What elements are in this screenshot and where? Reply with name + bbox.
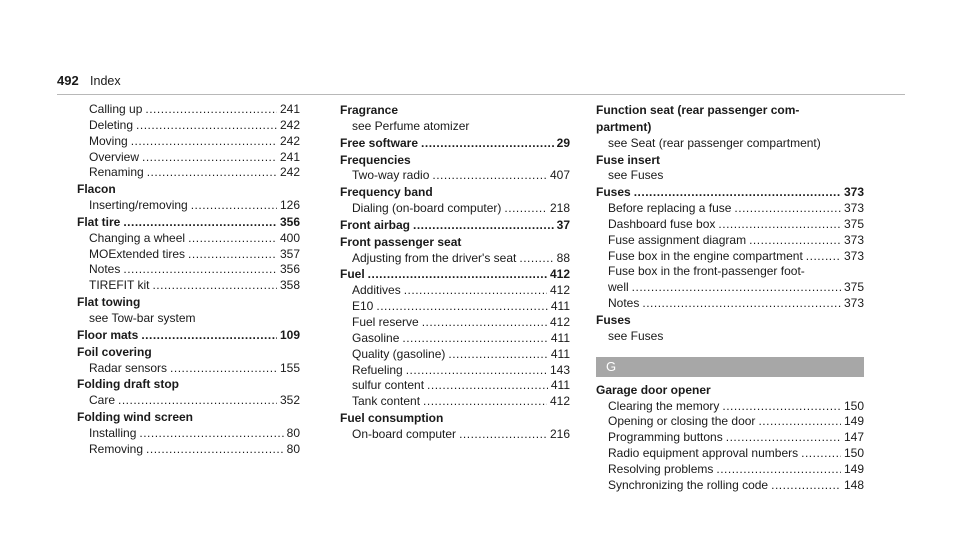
- index-entry: [77, 182, 300, 214]
- dot-leader: [734, 201, 841, 217]
- index-heading-label: Front airbag: [340, 217, 411, 232]
- index-subentry-page-ref[interactable]: 242: [279, 165, 300, 180]
- index-subentry-label: E10: [352, 299, 374, 314]
- dot-leader: [188, 247, 277, 263]
- index-entry: [596, 185, 864, 312]
- index-subentry-line: [77, 165, 300, 181]
- index-subentry-label: Programming buttons: [608, 430, 723, 445]
- index-subentry-label: Inserting/removing: [89, 198, 188, 213]
- dot-leader: [432, 168, 547, 184]
- index-heading-label: Fuel: [340, 267, 365, 282]
- index-heading-line: [77, 410, 300, 426]
- index-heading-label: Fuse insert: [596, 152, 661, 167]
- index-subentry-line: [596, 217, 864, 233]
- index-subentry-label: Installing: [89, 425, 137, 440]
- index-subentry-label: well: [608, 280, 629, 295]
- index-heading-line: [340, 185, 570, 201]
- index-subentry-label: see Seat (rear passenger compartment): [608, 135, 821, 150]
- index-subentry-line: [340, 119, 570, 135]
- index-subentry-label: Fuse box in the front-passenger foot-: [608, 264, 805, 279]
- index-subentry-label: see Fuses: [608, 168, 664, 183]
- index-entry: [77, 102, 300, 181]
- index-subentry-line: [596, 430, 864, 446]
- index-subentry-label: sulfur content: [352, 378, 425, 393]
- index-heading-line: [77, 328, 300, 344]
- index-heading-label: Folding draft stop: [77, 377, 179, 392]
- index-heading-label: Function seat (rear passenger com-: [596, 103, 800, 117]
- index-subentry-label: Deleting: [89, 117, 134, 132]
- index-entry: [340, 153, 570, 185]
- dot-leader: [749, 233, 841, 249]
- dot-leader: [142, 150, 277, 166]
- index-subentry-line: [340, 201, 570, 217]
- index-subentry-line: [340, 363, 570, 379]
- index-subentry-page-ref[interactable]: 241: [279, 102, 300, 116]
- index-heading-label: Front passenger seat: [340, 234, 462, 249]
- index-heading-line: [340, 235, 570, 251]
- index-heading-line: [596, 313, 864, 329]
- index-subentry-label: Opening or closing the door: [608, 414, 756, 429]
- index-subentry-label: MOExtended tires: [89, 246, 186, 261]
- index-entry: [77, 295, 300, 327]
- index-entry: [340, 235, 570, 267]
- index-subentry-page-ref[interactable]: 375: [843, 280, 864, 295]
- index-subentry-page-ref[interactable]: 150: [843, 398, 864, 413]
- dot-leader: [519, 251, 553, 267]
- index-heading-label: Frequency band: [340, 185, 433, 200]
- index-subentry-line: [340, 299, 570, 315]
- index-subentry-label: Changing a wheel: [89, 230, 186, 245]
- index-subentry-page-ref[interactable]: 411: [550, 378, 570, 393]
- index-subentry-page-ref[interactable]: 358: [279, 278, 300, 293]
- index-heading-page-ref[interactable]: 29: [556, 135, 570, 150]
- dot-leader: [413, 218, 554, 234]
- index-subentry-label: Refueling: [352, 362, 403, 377]
- dot-leader: [722, 399, 841, 415]
- index-subentry-label: Dashboard fuse box: [608, 216, 716, 231]
- index-entry: [596, 153, 864, 185]
- index-entry: [77, 345, 300, 377]
- index-subentry-page-ref[interactable]: 411: [550, 330, 570, 345]
- index-subentry-label: Renaming: [89, 165, 144, 180]
- index-entry: [596, 383, 864, 494]
- index-heading-label: Floor mats: [77, 327, 139, 342]
- dot-leader: [123, 262, 277, 278]
- index-subentry-page-ref[interactable]: 148: [843, 477, 864, 492]
- index-subentry-page-ref[interactable]: 373: [843, 232, 864, 247]
- index-subentry-line: [596, 168, 864, 184]
- index-heading-label: Garage door opener: [596, 382, 711, 397]
- index-subentry-line: [77, 361, 300, 377]
- index-entry: [77, 377, 300, 409]
- index-subentry-line: [340, 394, 570, 410]
- index-subentry-page-ref[interactable]: 412: [549, 314, 570, 329]
- index-subentry-label: Resolving problems: [608, 461, 714, 476]
- index-subentry-line: [77, 393, 300, 409]
- index-subentry-label: Adjusting from the driver's seat: [352, 250, 517, 265]
- index-subentry-line: [596, 446, 864, 462]
- index-heading-label: partment): [596, 119, 652, 134]
- dot-leader: [427, 378, 548, 394]
- index-subentry-label: Dialing (on-board computer): [352, 201, 502, 216]
- dot-leader: [801, 446, 841, 462]
- index-heading-label: Frequencies: [340, 152, 411, 167]
- index-heading-line: [596, 103, 864, 119]
- index-subentry-page-ref[interactable]: 241: [279, 149, 300, 164]
- index-heading-line: [340, 153, 570, 169]
- index-subentry-page-ref[interactable]: 411: [550, 299, 570, 314]
- index-subentry-line: [340, 427, 570, 443]
- index-subentry-line: [340, 315, 570, 331]
- index-subentry-line: [596, 249, 864, 265]
- index-heading-line: [596, 120, 864, 136]
- dot-leader: [147, 165, 277, 181]
- index-subentry-line: [77, 278, 300, 294]
- index-subentry-line: [596, 329, 864, 345]
- index-subentry-label: Overview: [89, 149, 140, 164]
- dot-leader: [123, 215, 277, 231]
- dot-leader: [634, 185, 841, 201]
- index-subentry-line: [596, 296, 864, 312]
- dot-leader: [771, 478, 841, 494]
- index-subentry-label: Fuse box in the engine compartment: [608, 248, 803, 263]
- index-entry: [596, 313, 864, 345]
- index-entry: [340, 103, 570, 135]
- index-subentry-page-ref[interactable]: 412: [549, 394, 570, 409]
- dot-leader: [632, 280, 841, 296]
- index-heading-label: Fragrance: [340, 103, 399, 117]
- index-subentry-line: [77, 150, 300, 166]
- index-subentry-line: [77, 442, 300, 458]
- dot-leader: [422, 315, 547, 331]
- dot-leader: [145, 102, 277, 118]
- header-divider: [57, 94, 905, 95]
- index-subentry-page-ref[interactable]: 88: [556, 250, 570, 265]
- index-subentry-line: [77, 118, 300, 134]
- index-heading-line: [77, 182, 300, 198]
- index-subentry-page-ref[interactable]: 407: [549, 168, 570, 183]
- index-subentry-label: Quality (gasoline): [352, 346, 446, 361]
- index-subentry-line: [77, 198, 300, 214]
- index-subentry-line: [596, 280, 864, 296]
- index-subentry-label: Moving: [89, 133, 128, 148]
- index-subentry-label: On-board computer: [352, 426, 457, 441]
- index-heading-label: Fuses: [596, 312, 631, 327]
- index-subentry-page-ref[interactable]: 147: [843, 430, 864, 445]
- index-subentry-page-ref[interactable]: 373: [843, 296, 864, 311]
- index-heading-line: [340, 218, 570, 234]
- index-subentry-label: Fuse assignment diagram: [608, 232, 747, 247]
- index-subentry-page-ref[interactable]: 80: [286, 441, 300, 456]
- page-number: 492: [57, 73, 79, 88]
- index-subentry-label: see Fuses: [608, 328, 664, 343]
- dot-leader: [726, 430, 841, 446]
- dot-leader: [136, 118, 277, 134]
- index-heading-label: Fuses: [596, 185, 631, 200]
- index-entry: [596, 103, 864, 152]
- index-column-3: [596, 102, 864, 494]
- index-subentry-line: [77, 134, 300, 150]
- index-subentry-label: see Perfume atomizer: [352, 118, 470, 133]
- dot-leader: [423, 394, 547, 410]
- index-heading-line: [340, 267, 570, 283]
- index-subentry-line: [77, 426, 300, 442]
- index-subentry-page-ref[interactable]: 126: [279, 198, 300, 213]
- index-subentry-line: [340, 251, 570, 267]
- index-subentry-line: [596, 399, 864, 415]
- dot-leader: [368, 267, 547, 283]
- index-heading-label: Folding wind screen: [77, 410, 194, 425]
- index-subentry-label: Tank content: [352, 394, 421, 409]
- index-subentry-page-ref[interactable]: 352: [279, 393, 300, 408]
- index-subentry-line: [77, 311, 300, 327]
- index-heading-page-ref[interactable]: 37: [556, 217, 570, 232]
- index-subentry-page-ref[interactable]: 150: [843, 446, 864, 461]
- index-subentry-line: [340, 283, 570, 299]
- index-subentry-line: [77, 231, 300, 247]
- dot-leader: [118, 393, 277, 409]
- index-heading-line: [596, 383, 864, 399]
- index-subentry-label: Clearing the memory: [608, 398, 720, 413]
- index-subentry-line: [596, 233, 864, 249]
- dot-leader: [504, 201, 547, 217]
- dot-leader: [806, 249, 841, 265]
- index-subentry-page-ref[interactable]: 356: [279, 262, 300, 277]
- index-subentry-page-ref[interactable]: 149: [843, 461, 864, 476]
- index-subentry-label: Notes: [89, 262, 121, 277]
- dot-leader: [376, 299, 548, 315]
- dot-leader: [406, 363, 547, 379]
- index-heading-label: Free software: [340, 135, 419, 150]
- index-subentry-label: Radio equipment approval numbers: [608, 446, 799, 461]
- index-heading-line: [596, 153, 864, 169]
- dot-leader: [402, 331, 547, 347]
- dot-leader: [170, 361, 277, 377]
- page-header: [57, 73, 905, 88]
- dot-leader: [141, 328, 277, 344]
- index-subentry-page-ref[interactable]: 80: [286, 425, 300, 440]
- dot-leader: [131, 134, 277, 150]
- index-heading-label: Flat tire: [77, 214, 121, 229]
- dot-leader: [188, 231, 277, 247]
- index-subentry-label: Synchronizing the rolling code: [608, 477, 769, 492]
- index-entry: [340, 267, 570, 410]
- index-subentry-label: see Tow-bar system: [89, 310, 196, 325]
- dot-leader: [448, 347, 547, 363]
- index-subentry-label: Radar sensors: [89, 360, 168, 375]
- index-entry: [77, 328, 300, 344]
- index-subentry-line: [596, 201, 864, 217]
- index-heading-page-ref[interactable]: 373: [843, 185, 864, 200]
- index-subentry-label: Before replacing a fuse: [608, 201, 732, 216]
- index-heading-label: Flacon: [77, 182, 116, 197]
- index-entry: [340, 411, 570, 443]
- index-heading-label: Fuel consumption: [340, 411, 444, 426]
- index-subentry-line: [77, 262, 300, 278]
- index-heading-label: Foil covering: [77, 344, 152, 359]
- index-heading-label: Flat towing: [77, 295, 141, 310]
- index-subentry-line: [596, 264, 864, 280]
- index-subentry-line: [596, 462, 864, 478]
- section-letter-bar: [596, 357, 864, 377]
- index-heading-line: [340, 411, 570, 427]
- index-column-2: [340, 102, 570, 443]
- dot-leader: [139, 426, 283, 442]
- dot-leader: [758, 414, 841, 430]
- index-subentry-line: [596, 478, 864, 494]
- section-letter: G: [606, 359, 617, 375]
- index-heading-line: [340, 103, 570, 119]
- index-subentry-page-ref[interactable]: 375: [843, 216, 864, 231]
- index-heading-page-ref[interactable]: 109: [279, 327, 300, 342]
- index-heading-page-ref[interactable]: 412: [549, 267, 570, 282]
- index-entry: [340, 218, 570, 234]
- index-subentry-label: Fuel reserve: [352, 314, 419, 329]
- index-subentry-page-ref[interactable]: 149: [843, 414, 864, 429]
- dot-leader: [459, 427, 547, 443]
- index-subentry-page-ref[interactable]: 357: [279, 246, 300, 261]
- dot-leader: [716, 462, 841, 478]
- index-subentry-label: Additives: [352, 283, 401, 298]
- index-subentry-page-ref[interactable]: 216: [549, 426, 570, 441]
- dot-leader: [642, 296, 841, 312]
- dot-leader: [421, 136, 554, 152]
- index-subentry-label: TIREFIT kit: [89, 278, 150, 293]
- index-subentry-page-ref[interactable]: 218: [549, 201, 570, 216]
- index-entry: [340, 185, 570, 217]
- index-heading-line: [77, 215, 300, 231]
- index-subentry-label: Calling up: [89, 102, 143, 116]
- dot-leader: [191, 198, 277, 214]
- index-heading-line: [77, 295, 300, 311]
- index-subentry-line: [340, 331, 570, 347]
- index-entry: [77, 215, 300, 294]
- page-title: Index: [90, 74, 121, 88]
- dot-leader: [152, 278, 277, 294]
- index-entry: [77, 410, 300, 458]
- index-subentry-line: [596, 136, 864, 152]
- index-subentry-line: [340, 168, 570, 184]
- index-subentry-label: Removing: [89, 441, 144, 456]
- dot-leader: [404, 283, 547, 299]
- index-heading-line: [340, 136, 570, 152]
- index-subentry-line: [340, 378, 570, 394]
- index-subentry-line: [77, 102, 300, 118]
- dot-leader: [146, 442, 284, 458]
- index-heading-line: [77, 377, 300, 393]
- index-subentry-page-ref[interactable]: 242: [279, 133, 300, 148]
- index-subentry-label: Two-way radio: [352, 168, 430, 183]
- index-column-1: [77, 102, 300, 458]
- index-subentry-page-ref[interactable]: 412: [549, 283, 570, 298]
- dot-leader: [718, 217, 841, 233]
- index-subentry-page-ref[interactable]: 400: [279, 230, 300, 245]
- index-subentry-page-ref[interactable]: 143: [549, 362, 570, 377]
- index-heading-page-ref[interactable]: 356: [279, 214, 300, 229]
- index-subentry-label: Gasoline: [352, 330, 400, 345]
- index-subentry-label: Notes: [608, 296, 640, 311]
- index-subentry-label: Care: [89, 393, 116, 408]
- index-entry: [340, 136, 570, 152]
- index-subentry-line: [340, 347, 570, 363]
- index-subentry-page-ref[interactable]: 373: [843, 248, 864, 263]
- index-subentry-line: [77, 247, 300, 263]
- index-subentry-page-ref[interactable]: 155: [279, 360, 300, 375]
- index-subentry-line: [596, 414, 864, 430]
- index-heading-line: [77, 345, 300, 361]
- index-subentry-page-ref[interactable]: 411: [550, 346, 570, 361]
- index-heading-line: [596, 185, 864, 201]
- index-subentry-page-ref[interactable]: 242: [279, 117, 300, 132]
- index-subentry-page-ref[interactable]: 373: [843, 201, 864, 216]
